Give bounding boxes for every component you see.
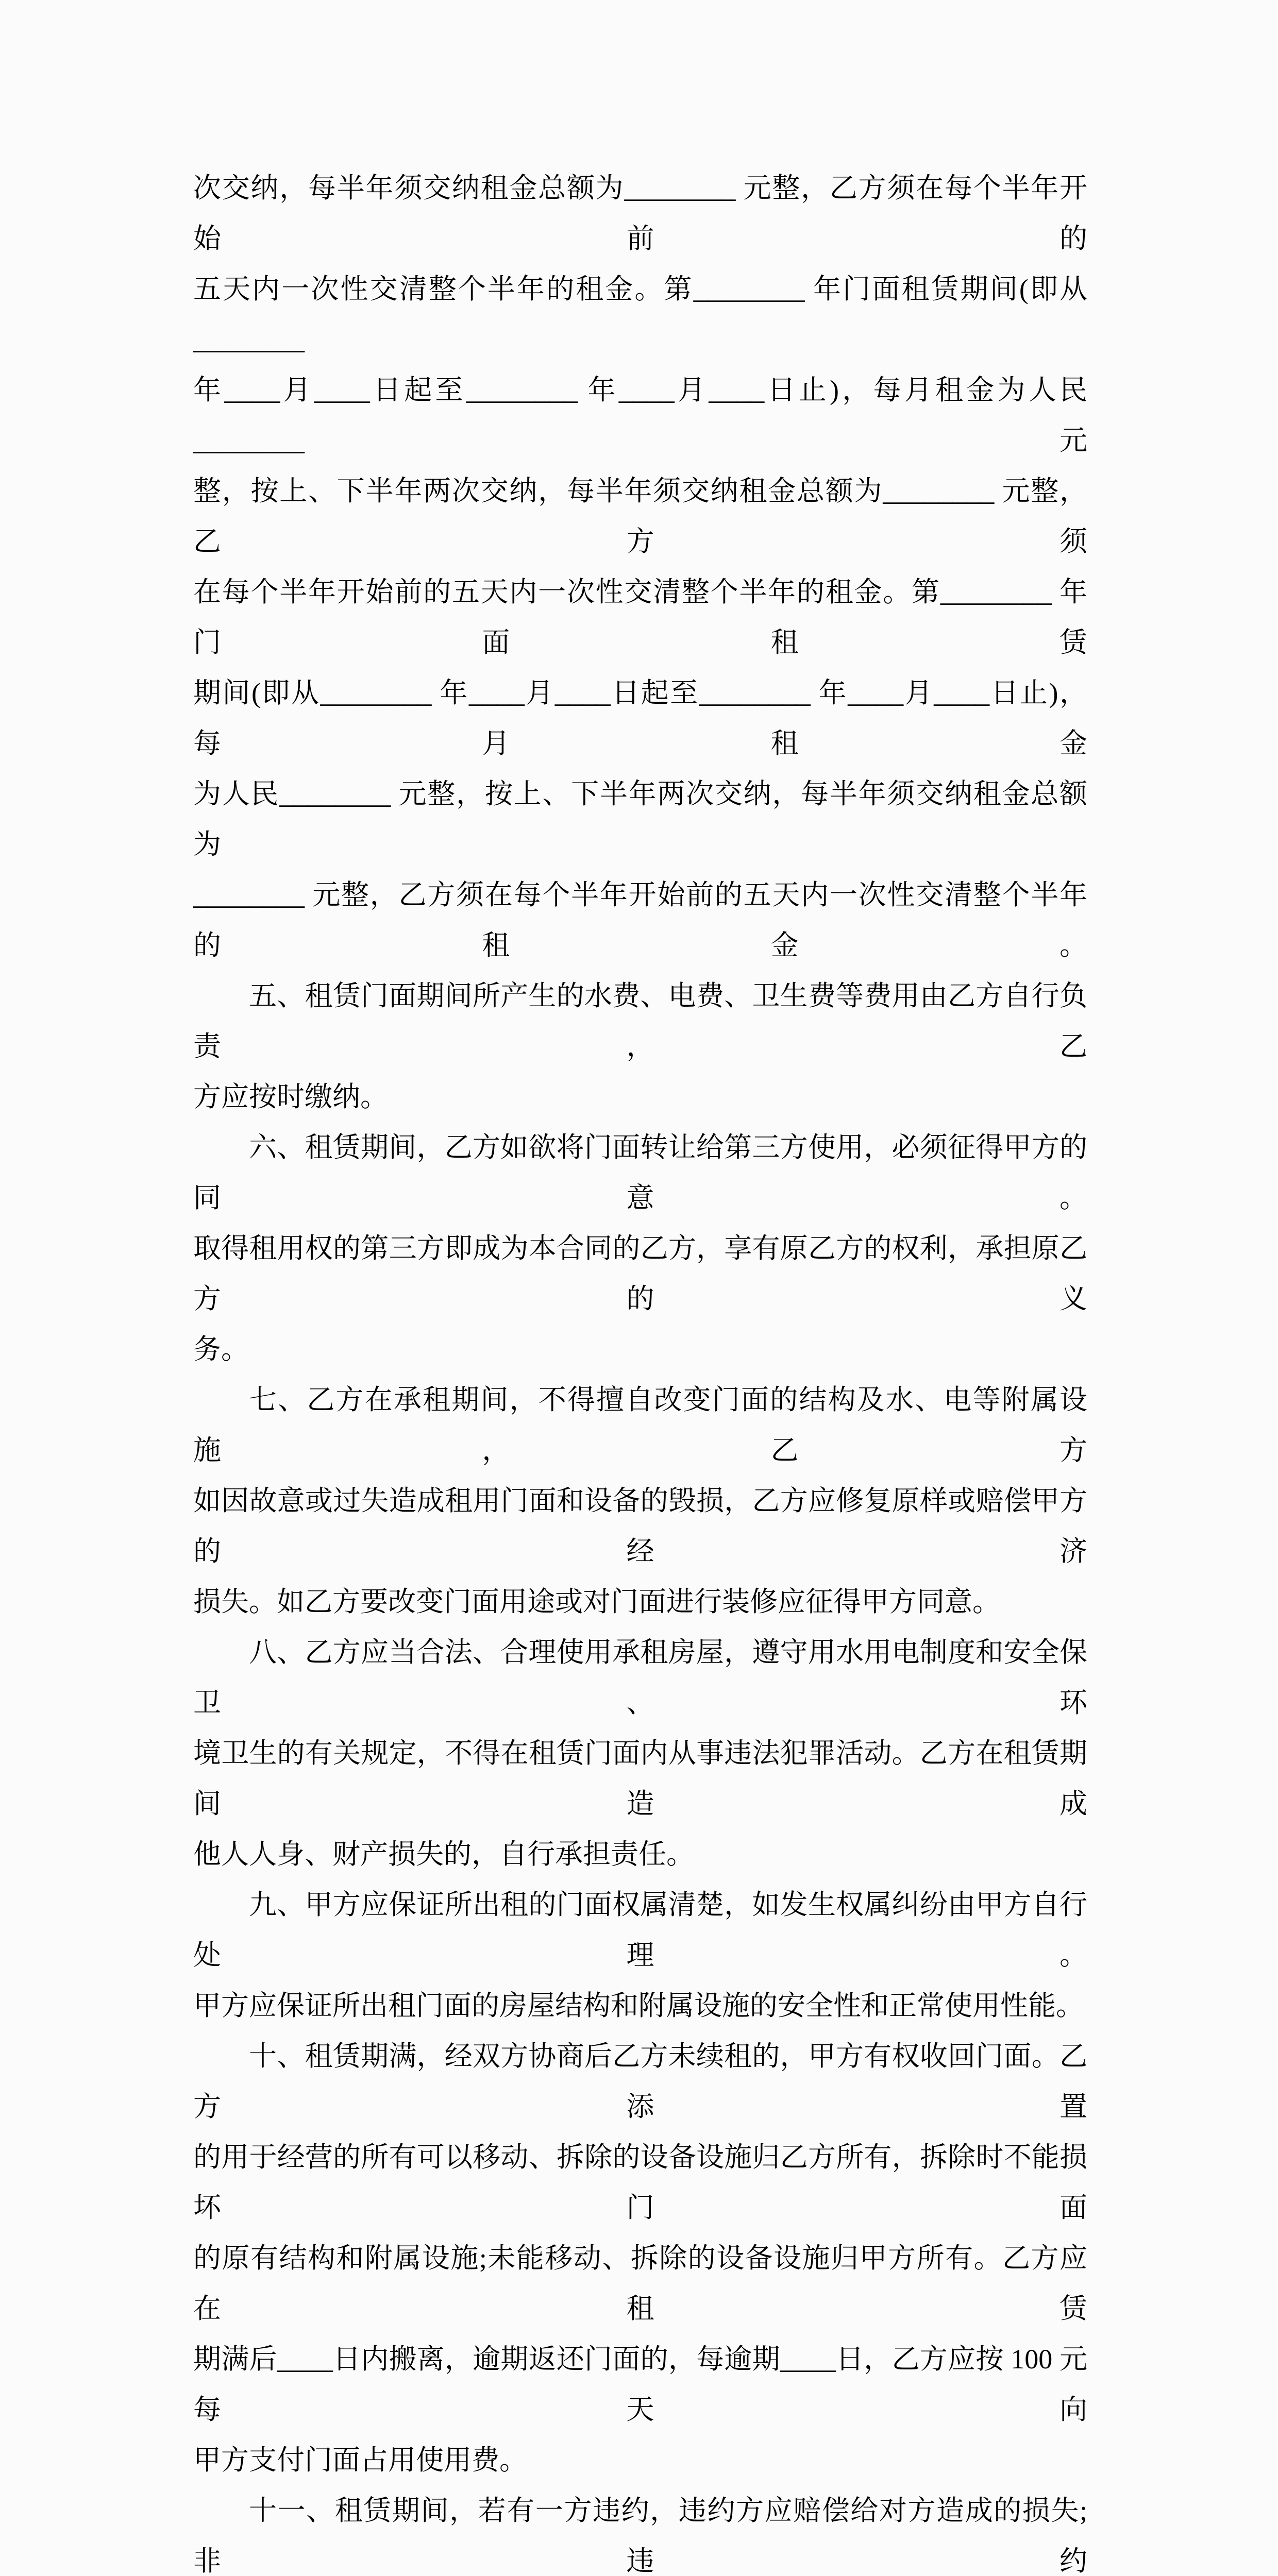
contract-line: 境卫生的有关规定，不得在租赁门面内从事违法犯罪活动。乙方在租赁期间造成: [193, 1738, 1087, 1819]
contract-line: 甲方应保证所出租门面的房屋结构和附属设施的安全性和正常使用性能。: [193, 1990, 1084, 2021]
contract-line: 五天内一次性交清整个半年的租金。第________ 年门面租赁期间(即从________: [193, 274, 1087, 355]
contract-clause-11-start: 十一、租赁期间，若有一方违约，违约方应赔偿给对方造成的损失;非违约: [193, 2495, 1087, 2576]
contract-clause-6-start: 六、租赁期间，乙方如欲将门面转让给第三方使用，必须征得甲方的同意。: [193, 1132, 1087, 1213]
contract-clause-9-start: 九、甲方应保证所出租的门面权属清楚，如发生权属纠纷由甲方自行处理。: [193, 1889, 1087, 1971]
contract-line: 他人人身、财产损失的，自行承担责任。: [193, 1839, 694, 1870]
contract-line: 如因故意或过失造成租用门面和设备的毁损，乙方应修复原样或赔偿甲方的经济: [193, 1485, 1087, 1567]
contract-line: 整，按上、下半年两次交纳，每半年须交纳租金总额为________ 元整，乙方须: [193, 476, 1087, 557]
contract-line: 为人民________ 元整，按上、下半年两次交纳，每半年须交纳租金总额为: [193, 778, 1087, 860]
contract-line: 次交纳，每半年须交纳租金总额为________ 元整，乙方须在每个半年开始前的: [193, 173, 1087, 254]
contract-line: 期满后____日内搬离，逾期返还门面的，每逾期____日，乙方应按 100 元每天向: [193, 2344, 1087, 2425]
contract-line: 甲方支付门面占用使用费。: [193, 2445, 527, 2476]
contract-line: 损失。如乙方要改变门面用途或对门面进行装修应征得甲方同意。: [193, 1586, 1000, 1617]
contract-line: 取得租用权的第三方即成为本合同的乙方，享有原乙方的权利，承担原乙方的义: [193, 1233, 1087, 1314]
contract-line: 务。: [193, 1334, 249, 1365]
contract-clause-8-start: 八、乙方应当合法、合理使用承租房屋，遵守用水用电制度和安全保卫、环: [193, 1637, 1087, 1718]
contract-line: 的原有结构和附属设施;未能移动、拆除的设备设施归甲方所有。乙方应在租赁: [193, 2243, 1088, 2324]
contract-clause-10-start: 十、租赁期满，经双方协商后乙方未续租的，甲方有权收回门面。乙方添置: [193, 2041, 1087, 2122]
contract-line: 年____月____日起至________ 年____月____日止)，每月租金为人民________ 元: [193, 375, 1087, 456]
contract-line: 方应按时缴纳。: [193, 1081, 388, 1112]
contract-clause-5-start: 五、租赁门面期间所产生的水费、电费、卫生费等费用由乙方自行负责，乙: [193, 980, 1087, 1062]
contract-line: ________ 元整，乙方须在每个半年开始前的五天内一次性交清整个半年的租金。: [193, 879, 1087, 961]
contract-body: [193, 163, 1087, 2576]
contract-line: 期间(即从________ 年____月____日起至________ 年____月____日止)，每月租金: [193, 677, 1087, 759]
contract-clause-7-start: 七、乙方在承租期间，不得擅自改变门面的结构及水、电等附属设施，乙方: [193, 1384, 1087, 1466]
contract-line: 在每个半年开始前的五天内一次性交清整个半年的租金。第________ 年门面租赁: [193, 577, 1087, 658]
contract-line: 的用于经营的所有可以移动、拆除的设备设施归乙方所有，拆除时不能损坏门面: [193, 2142, 1087, 2223]
